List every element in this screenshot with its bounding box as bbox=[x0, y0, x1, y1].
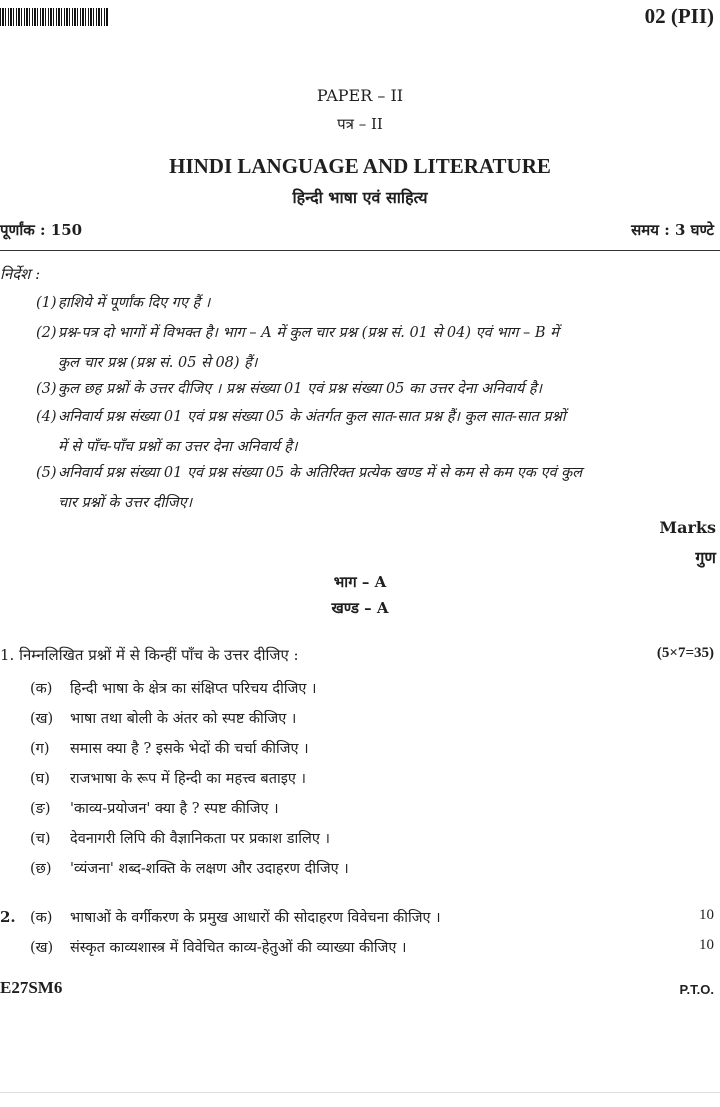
barcode bbox=[0, 8, 108, 26]
sub-question-label: (ङ) bbox=[30, 801, 51, 817]
instruction-3 bbox=[36, 374, 712, 404]
instruction-text: कुल छह प्रश्नों के उत्तर दीजिए । प्रश्न संख्या 01 एवं प्रश्न संख्या 05 का उत्तर देना अनिवार्य है। bbox=[58, 381, 543, 397]
paper-number: PAPER – II bbox=[316, 86, 404, 105]
question-1-marks: (5×7=35) bbox=[656, 645, 714, 661]
divider bbox=[0, 250, 720, 251]
paper-code: 02 (PII) bbox=[644, 4, 714, 28]
footer-code: E27SM6 bbox=[0, 978, 63, 997]
sub-question-text: समास क्या है ? इसके भेदों की चर्चा कीजिए । bbox=[70, 741, 309, 757]
sub-question-text: 'काव्य-प्रयोजन' क्या है ? स्पष्ट कीजिए । bbox=[70, 801, 279, 817]
instruction-text-cont: में से पाँच-पाँच प्रश्नों का उत्तर देना अनिवार्य है। bbox=[58, 439, 298, 455]
instruction-number: (3) bbox=[36, 381, 57, 397]
sub-question-text: हिन्दी भाषा के क्षेत्र का संक्षिप्त परिचय दीजिए । bbox=[70, 681, 317, 697]
marks-label: Marks bbox=[659, 518, 716, 537]
pto-label: P.T.O. bbox=[679, 982, 714, 997]
question-1: 1. निम्नलिखित प्रश्नों में से किन्हीं पाँच के उत्तर दीजिए : bbox=[0, 646, 299, 664]
instruction-text-cont: चार प्रश्नों के उत्तर दीजिए। bbox=[58, 495, 193, 511]
sub-question bbox=[30, 738, 309, 758]
instruction-text-cont: कुल चार प्रश्न (प्रश्न सं. 05 से 08) हैं। bbox=[58, 355, 258, 371]
sub-question bbox=[30, 678, 316, 698]
question-2a bbox=[0, 907, 441, 927]
instruction-number: (4) bbox=[36, 409, 57, 425]
sub-question bbox=[30, 828, 330, 848]
sub-question-label: (ख) bbox=[30, 940, 54, 956]
instruction-text: अनिवार्य प्रश्न संख्या 01 एवं प्रश्न संख्या 05 के अंतर्गत कुल सात-सात प्रश्न हैं। कुल सात-सात प्रश्नों bbox=[58, 409, 566, 425]
max-marks: पूर्णांक : 150 bbox=[0, 221, 83, 239]
subject-title: HINDI LANGUAGE AND LITERATURE bbox=[169, 154, 551, 178]
question-number: 2. bbox=[0, 908, 16, 926]
subject-title-hindi: हिन्दी भाषा एवं साहित्य bbox=[292, 188, 428, 207]
bottom-divider bbox=[0, 1092, 720, 1093]
sub-question-text: भाषा तथा बोली के अंतर को स्पष्ट कीजिए । bbox=[70, 711, 297, 727]
marks-label-hindi: गुण bbox=[695, 548, 716, 567]
sub-question bbox=[30, 708, 296, 728]
instruction-4 bbox=[36, 402, 712, 462]
instruction-number: (1) bbox=[36, 295, 57, 311]
question-2a-marks: 10 bbox=[699, 907, 714, 923]
sub-question-label: (ख) bbox=[30, 711, 54, 727]
sub-question-text: संस्कृत काव्यशास्त्र में विवेचित काव्य-हेतुओं की व्याख्या कीजिए । bbox=[70, 940, 407, 956]
instruction-1 bbox=[36, 288, 712, 318]
instruction-text: हाशिये में पूर्णांक दिए गए हैं । bbox=[58, 295, 211, 311]
sub-question-label: (क) bbox=[30, 681, 53, 697]
sub-question-text: देवनागरी लिपि की वैज्ञानिकता पर प्रकाश डालिए । bbox=[70, 831, 330, 847]
instruction-text: प्रश्न-पत्र दो भागों में विभक्त है। भाग – A में कुल चार प्रश्न (प्रश्न सं. 01 से 04) एवं भाग – B में bbox=[58, 325, 559, 341]
sub-question-label: (क) bbox=[30, 910, 53, 926]
paper-number-hindi: पत्र – II bbox=[337, 115, 383, 133]
sub-question-text: राजभाषा के रूप में हिन्दी का महत्त्व बताइए । bbox=[70, 771, 306, 787]
sub-question-label: (च) bbox=[30, 831, 51, 847]
sub-question-label: (घ) bbox=[30, 771, 50, 787]
sub-question-label: (छ) bbox=[30, 861, 52, 877]
sub-question bbox=[30, 858, 349, 878]
sub-question bbox=[30, 768, 306, 788]
instruction-text: अनिवार्य प्रश्न संख्या 01 एवं प्रश्न संख्या 05 के अतिरिक्त प्रत्येक खण्ड में से कम से कम एक एवं कुल bbox=[58, 465, 583, 481]
instruction-number: (5) bbox=[36, 465, 57, 481]
sub-question-text: भाषाओं के वर्गीकरण के प्रमुख आधारों की सोदाहरण विवेचना कीजिए । bbox=[70, 910, 441, 926]
instruction-2 bbox=[36, 318, 712, 378]
sub-question bbox=[30, 798, 279, 818]
sub-question-text: 'व्यंजना' शब्द-शक्ति के लक्षण और उदाहरण दीजिए । bbox=[70, 861, 349, 877]
section-heading: खण्ड – A bbox=[331, 599, 389, 617]
time-allowed: समय : 3 घण्टे bbox=[631, 221, 714, 239]
question-2b bbox=[30, 937, 407, 957]
instruction-number: (2) bbox=[36, 325, 57, 341]
sub-question-label: (ग) bbox=[30, 741, 50, 757]
instruction-5 bbox=[36, 458, 712, 518]
instructions-heading: निर्देश : bbox=[0, 265, 41, 283]
part-heading: भाग – A bbox=[333, 573, 387, 591]
question-2b-marks: 10 bbox=[699, 937, 714, 953]
